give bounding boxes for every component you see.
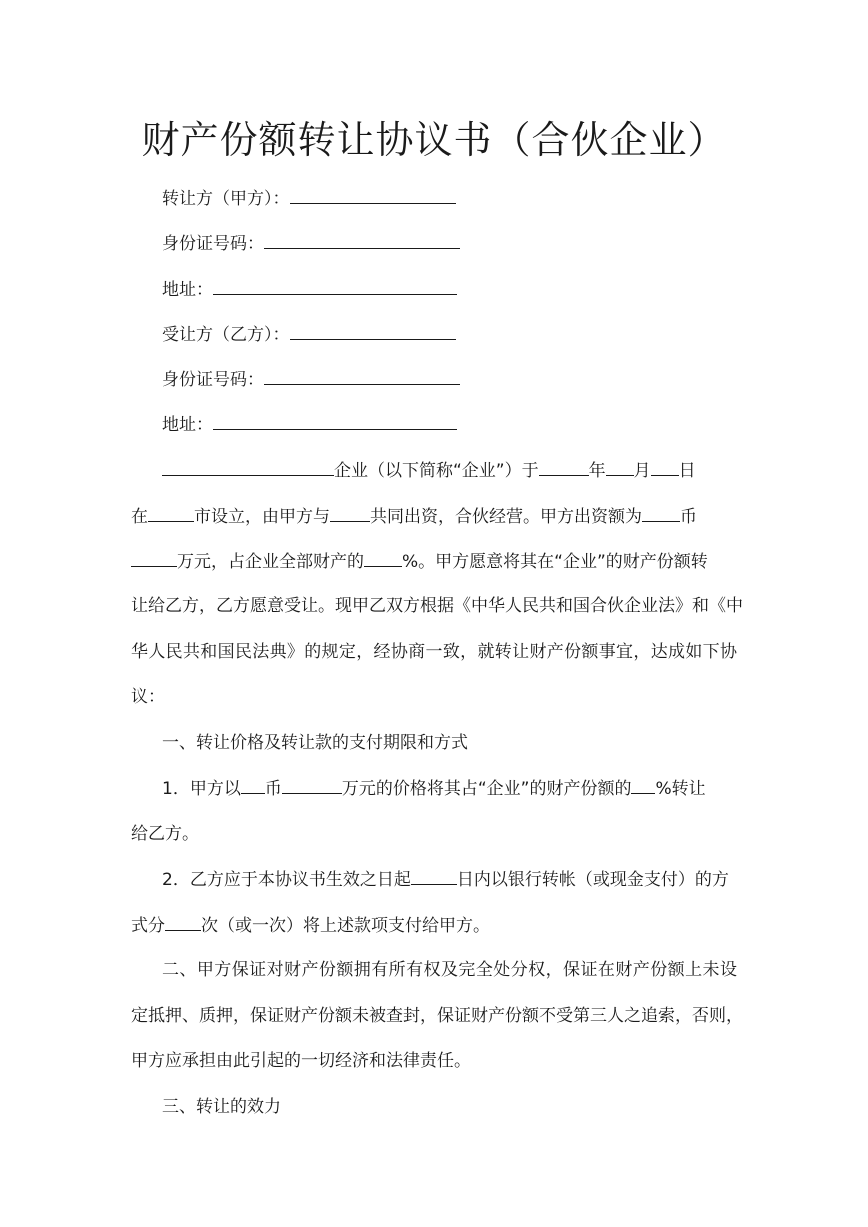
item1-currency-blank[interactable] bbox=[241, 776, 265, 794]
item-2-line-2 bbox=[131, 913, 490, 938]
address-label-2: 地址： bbox=[162, 415, 213, 435]
intro-line-4: 让给乙方，乙方愿意受让。现甲乙双方根据《中华人民共和国合伙企业法》和《中 bbox=[131, 596, 743, 616]
section-3-heading: 三、转让的效力 bbox=[162, 1097, 281, 1117]
section-2-line-3: 甲方应承担由此引起的一切经济和法律责任。 bbox=[131, 1051, 471, 1071]
intro-text: 币 bbox=[680, 507, 697, 527]
intro-line-5: 华人民共和国民法典》的规定，经协商一致，就转让财产份额事宜，达成如下协 bbox=[131, 642, 737, 662]
item-text: %转让 bbox=[655, 779, 706, 799]
intro-text: 共同出资，合伙经营。甲方出资额为 bbox=[370, 507, 642, 527]
item1-percent-blank[interactable] bbox=[631, 776, 655, 794]
percent-blank[interactable] bbox=[364, 549, 402, 567]
section-2-line-1: 二、甲方保证对财产份额拥有所有权及完全处分权，保证在财产份额上未设 bbox=[162, 960, 737, 980]
section-1-heading: 一、转让价格及转让款的支付期限和方式 bbox=[162, 733, 468, 753]
address-blank-2[interactable] bbox=[213, 412, 457, 430]
intro-text: 万元，占企业全部财产的 bbox=[177, 552, 364, 572]
transferor-label: 转让方（甲方）： bbox=[162, 189, 290, 209]
item-text: 次（或一次）将上述款项支付给甲方。 bbox=[201, 916, 490, 936]
item-text: 2．乙方应于本协议书生效之日起 bbox=[162, 870, 411, 890]
intro-text: 市设立，由甲方与 bbox=[194, 507, 330, 527]
intro-text: 月 bbox=[633, 461, 651, 481]
id-number-field-1 bbox=[162, 231, 460, 256]
intro-line-1 bbox=[162, 458, 696, 483]
enterprise-name-blank[interactable] bbox=[162, 458, 334, 476]
item-text: 式分 bbox=[131, 916, 165, 936]
item-2-line-1 bbox=[162, 867, 729, 892]
intro-text: %。甲方愿意将其在“企业”的财产份额转 bbox=[402, 552, 708, 572]
partner-blank[interactable] bbox=[330, 504, 370, 522]
intro-text: 年 bbox=[588, 461, 606, 481]
item2-installments-blank[interactable] bbox=[165, 913, 201, 931]
intro-text: 企业（以下简称“企业”）于 bbox=[334, 461, 539, 481]
item-1-line-2: 给乙方。 bbox=[131, 824, 199, 844]
intro-text: 日 bbox=[678, 461, 696, 481]
section-2-line-2: 定抵押、质押，保证财产份额未被查封，保证财产份额不受第三人之追索，否则， bbox=[131, 1006, 743, 1026]
day-blank[interactable] bbox=[651, 458, 679, 476]
year-blank[interactable] bbox=[539, 458, 589, 476]
amount-blank[interactable] bbox=[131, 549, 177, 567]
month-blank[interactable] bbox=[606, 458, 634, 476]
item2-days-blank[interactable] bbox=[411, 867, 457, 885]
transferor-blank[interactable] bbox=[290, 186, 456, 204]
address-field-1 bbox=[162, 277, 457, 302]
transferee-label: 受让方（乙方）： bbox=[162, 325, 290, 345]
id-number-label-2: 身份证号码： bbox=[162, 370, 264, 390]
city-blank[interactable] bbox=[148, 504, 194, 522]
id-number-blank-2[interactable] bbox=[264, 367, 460, 385]
item-text: 万元的价格将其占“企业”的财产份额的 bbox=[341, 779, 632, 799]
address-blank-1[interactable] bbox=[213, 277, 457, 295]
item-text: 币 bbox=[264, 779, 282, 799]
intro-line-3 bbox=[131, 549, 708, 574]
item-text: 1．甲方以 bbox=[162, 779, 241, 799]
address-field-2 bbox=[162, 412, 457, 437]
item1-amount-blank[interactable] bbox=[282, 776, 342, 794]
intro-line-2 bbox=[131, 504, 697, 529]
item-text: 日内以银行转帐（或现金支付）的方 bbox=[456, 870, 729, 890]
address-label-1: 地址： bbox=[162, 280, 213, 300]
id-number-label-1: 身份证号码： bbox=[162, 234, 264, 254]
transferee-blank[interactable] bbox=[290, 322, 456, 340]
transferor-field bbox=[162, 186, 456, 211]
id-number-field-2 bbox=[162, 367, 460, 392]
item-1-line-1 bbox=[162, 776, 706, 801]
transferee-field bbox=[162, 322, 456, 347]
currency-blank[interactable] bbox=[642, 504, 680, 522]
id-number-blank-1[interactable] bbox=[264, 231, 460, 249]
intro-text: 在 bbox=[131, 507, 148, 527]
intro-line-6: 议： bbox=[131, 687, 165, 707]
document-title: 财产份额转让协议书（合伙企业） bbox=[141, 118, 727, 162]
